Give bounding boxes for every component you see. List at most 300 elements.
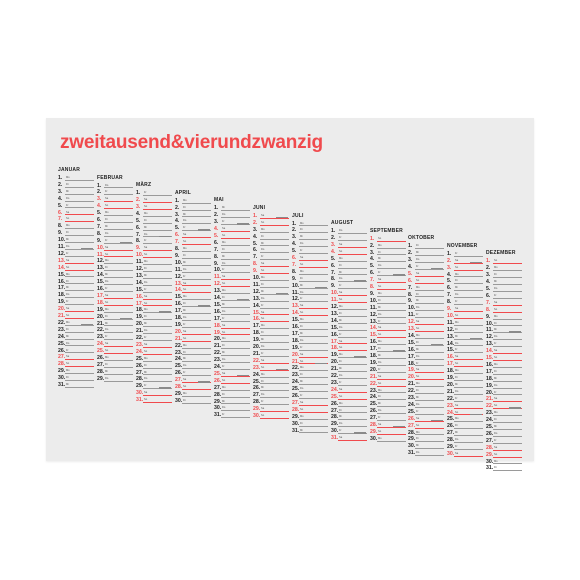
day-row[interactable] bbox=[97, 341, 133, 348]
day-row[interactable] bbox=[292, 234, 328, 241]
day-row[interactable] bbox=[370, 305, 406, 312]
day-row[interactable] bbox=[292, 331, 328, 338]
day-row[interactable] bbox=[331, 325, 367, 332]
day-row[interactable] bbox=[136, 197, 172, 204]
day-row[interactable] bbox=[370, 367, 406, 374]
day-row[interactable] bbox=[97, 231, 133, 238]
day-row[interactable] bbox=[292, 414, 328, 421]
day-row[interactable] bbox=[175, 370, 211, 377]
day-row[interactable] bbox=[253, 247, 289, 254]
day-row[interactable] bbox=[486, 459, 522, 466]
day-row[interactable] bbox=[214, 267, 250, 274]
day-row[interactable] bbox=[292, 310, 328, 317]
day-row[interactable] bbox=[97, 217, 133, 224]
day-row[interactable] bbox=[214, 405, 250, 412]
day-row[interactable] bbox=[292, 303, 328, 310]
day-row[interactable] bbox=[136, 273, 172, 280]
day-row[interactable] bbox=[214, 219, 250, 226]
day-row[interactable] bbox=[58, 292, 94, 299]
day-row[interactable] bbox=[58, 299, 94, 306]
day-row[interactable] bbox=[408, 292, 444, 299]
day-row[interactable] bbox=[253, 303, 289, 310]
day-row[interactable] bbox=[331, 290, 367, 297]
day-row[interactable] bbox=[214, 240, 250, 247]
day-row[interactable] bbox=[447, 368, 483, 375]
day-row[interactable] bbox=[136, 259, 172, 266]
day-row[interactable] bbox=[214, 323, 250, 330]
day-row[interactable] bbox=[136, 266, 172, 273]
day-row[interactable] bbox=[331, 421, 367, 428]
day-row[interactable] bbox=[447, 313, 483, 320]
day-row[interactable] bbox=[447, 258, 483, 265]
day-row[interactable] bbox=[370, 277, 406, 284]
day-row[interactable] bbox=[370, 284, 406, 291]
day-row[interactable] bbox=[370, 429, 406, 436]
day-row[interactable] bbox=[253, 268, 289, 275]
day-row[interactable] bbox=[331, 380, 367, 387]
day-row[interactable] bbox=[447, 416, 483, 423]
day-row[interactable] bbox=[486, 265, 522, 272]
day-row[interactable] bbox=[408, 416, 444, 423]
day-row[interactable] bbox=[175, 377, 211, 384]
day-row[interactable] bbox=[97, 362, 133, 369]
day-row[interactable] bbox=[486, 417, 522, 424]
day-row[interactable] bbox=[214, 385, 250, 392]
day-row[interactable] bbox=[447, 272, 483, 279]
day-row[interactable] bbox=[370, 346, 406, 353]
day-row[interactable] bbox=[292, 345, 328, 352]
day-row[interactable] bbox=[408, 374, 444, 381]
day-row[interactable] bbox=[370, 263, 406, 270]
day-row[interactable] bbox=[331, 304, 367, 311]
day-row[interactable] bbox=[292, 359, 328, 366]
day-row[interactable] bbox=[58, 258, 94, 265]
day-row[interactable] bbox=[175, 212, 211, 219]
day-row[interactable] bbox=[331, 394, 367, 401]
day-row[interactable] bbox=[253, 351, 289, 358]
day-row[interactable] bbox=[214, 247, 250, 254]
day-row[interactable] bbox=[97, 369, 133, 376]
day-row[interactable] bbox=[331, 263, 367, 270]
day-row[interactable] bbox=[214, 254, 250, 261]
day-row[interactable] bbox=[331, 283, 367, 290]
day-row[interactable] bbox=[408, 278, 444, 285]
day-row[interactable] bbox=[486, 390, 522, 397]
day-row[interactable] bbox=[97, 238, 133, 245]
day-row[interactable] bbox=[370, 422, 406, 429]
day-row[interactable] bbox=[214, 274, 250, 281]
day-row[interactable] bbox=[370, 332, 406, 339]
day-row[interactable] bbox=[214, 392, 250, 399]
day-row[interactable] bbox=[175, 301, 211, 308]
day-row[interactable] bbox=[408, 409, 444, 416]
day-row[interactable] bbox=[58, 196, 94, 203]
day-row[interactable] bbox=[214, 226, 250, 233]
day-row[interactable] bbox=[486, 334, 522, 341]
day-row[interactable] bbox=[408, 430, 444, 437]
day-row[interactable] bbox=[408, 361, 444, 368]
day-row[interactable] bbox=[136, 211, 172, 218]
day-row[interactable] bbox=[447, 389, 483, 396]
day-row[interactable] bbox=[136, 252, 172, 259]
day-row[interactable] bbox=[97, 286, 133, 293]
day-row[interactable] bbox=[175, 225, 211, 232]
day-row[interactable] bbox=[253, 406, 289, 413]
day-row[interactable] bbox=[214, 378, 250, 385]
day-row[interactable] bbox=[447, 265, 483, 272]
day-row[interactable] bbox=[58, 230, 94, 237]
day-row[interactable] bbox=[97, 348, 133, 355]
day-row[interactable] bbox=[447, 354, 483, 361]
day-row[interactable] bbox=[97, 210, 133, 217]
day-row[interactable] bbox=[136, 356, 172, 363]
day-row[interactable] bbox=[447, 251, 483, 258]
day-row[interactable] bbox=[331, 414, 367, 421]
day-row[interactable] bbox=[136, 280, 172, 287]
day-row[interactable] bbox=[292, 221, 328, 228]
day-row[interactable] bbox=[175, 350, 211, 357]
day-row[interactable] bbox=[370, 415, 406, 422]
day-row[interactable] bbox=[253, 310, 289, 317]
day-row[interactable] bbox=[214, 357, 250, 364]
day-row[interactable] bbox=[136, 321, 172, 328]
day-row[interactable] bbox=[253, 385, 289, 392]
day-row[interactable] bbox=[370, 243, 406, 250]
day-row[interactable] bbox=[253, 254, 289, 261]
day-row[interactable] bbox=[175, 398, 211, 405]
day-row[interactable] bbox=[292, 241, 328, 248]
day-row[interactable] bbox=[292, 324, 328, 331]
day-row[interactable] bbox=[486, 300, 522, 307]
day-row[interactable] bbox=[292, 379, 328, 386]
day-row[interactable] bbox=[331, 311, 367, 318]
day-row[interactable] bbox=[214, 302, 250, 309]
day-row[interactable] bbox=[175, 218, 211, 225]
day-row[interactable] bbox=[58, 320, 94, 327]
day-row[interactable] bbox=[214, 295, 250, 302]
day-row[interactable] bbox=[214, 261, 250, 268]
day-row[interactable] bbox=[214, 364, 250, 371]
day-row[interactable] bbox=[136, 190, 172, 197]
day-row[interactable] bbox=[292, 407, 328, 414]
day-row[interactable] bbox=[214, 309, 250, 316]
day-row[interactable] bbox=[408, 367, 444, 374]
day-row[interactable] bbox=[370, 250, 406, 257]
day-row[interactable] bbox=[97, 272, 133, 279]
day-row[interactable] bbox=[292, 338, 328, 345]
day-row[interactable] bbox=[408, 312, 444, 319]
day-row[interactable] bbox=[136, 314, 172, 321]
day-row[interactable] bbox=[292, 352, 328, 359]
day-row[interactable] bbox=[97, 314, 133, 321]
day-row[interactable] bbox=[253, 330, 289, 337]
day-row[interactable] bbox=[175, 205, 211, 212]
day-row[interactable] bbox=[292, 262, 328, 269]
day-row[interactable] bbox=[370, 374, 406, 381]
day-row[interactable] bbox=[97, 245, 133, 252]
day-row[interactable] bbox=[447, 320, 483, 327]
day-row[interactable] bbox=[58, 182, 94, 189]
day-row[interactable] bbox=[486, 286, 522, 293]
day-row[interactable] bbox=[370, 353, 406, 360]
day-row[interactable] bbox=[486, 279, 522, 286]
day-row[interactable] bbox=[214, 330, 250, 337]
day-row[interactable] bbox=[486, 403, 522, 410]
day-row[interactable] bbox=[370, 339, 406, 346]
day-row[interactable] bbox=[97, 196, 133, 203]
day-row[interactable] bbox=[136, 342, 172, 349]
day-row[interactable] bbox=[408, 264, 444, 271]
day-row[interactable] bbox=[408, 298, 444, 305]
day-row[interactable] bbox=[97, 300, 133, 307]
day-row[interactable] bbox=[370, 256, 406, 263]
day-row[interactable] bbox=[253, 358, 289, 365]
day-row[interactable] bbox=[175, 198, 211, 205]
day-row[interactable] bbox=[214, 212, 250, 219]
day-row[interactable] bbox=[447, 410, 483, 417]
day-row[interactable] bbox=[253, 365, 289, 372]
day-row[interactable] bbox=[58, 382, 94, 389]
day-row[interactable] bbox=[408, 319, 444, 326]
day-row[interactable] bbox=[253, 323, 289, 330]
day-row[interactable] bbox=[408, 395, 444, 402]
day-row[interactable] bbox=[408, 381, 444, 388]
day-row[interactable] bbox=[58, 237, 94, 244]
day-row[interactable] bbox=[214, 412, 250, 419]
day-row[interactable] bbox=[136, 328, 172, 335]
day-row[interactable] bbox=[58, 251, 94, 258]
day-row[interactable] bbox=[486, 383, 522, 390]
day-row[interactable] bbox=[292, 248, 328, 255]
day-row[interactable] bbox=[58, 189, 94, 196]
day-row[interactable] bbox=[175, 356, 211, 363]
day-row[interactable] bbox=[136, 390, 172, 397]
day-row[interactable] bbox=[370, 408, 406, 415]
day-row[interactable] bbox=[253, 392, 289, 399]
day-row[interactable] bbox=[447, 278, 483, 285]
day-row[interactable] bbox=[58, 348, 94, 355]
day-row[interactable] bbox=[97, 334, 133, 341]
day-row[interactable] bbox=[214, 281, 250, 288]
day-row[interactable] bbox=[175, 315, 211, 322]
day-row[interactable] bbox=[136, 232, 172, 239]
day-row[interactable] bbox=[331, 345, 367, 352]
day-row[interactable] bbox=[447, 292, 483, 299]
day-row[interactable] bbox=[292, 269, 328, 276]
day-row[interactable] bbox=[370, 270, 406, 277]
day-row[interactable] bbox=[447, 341, 483, 348]
day-row[interactable] bbox=[97, 321, 133, 328]
day-row[interactable] bbox=[58, 279, 94, 286]
day-row[interactable] bbox=[447, 375, 483, 382]
day-row[interactable] bbox=[97, 224, 133, 231]
day-row[interactable] bbox=[136, 307, 172, 314]
day-row[interactable] bbox=[486, 272, 522, 279]
day-row[interactable] bbox=[486, 445, 522, 452]
day-row[interactable] bbox=[136, 238, 172, 245]
day-row[interactable] bbox=[408, 423, 444, 430]
day-row[interactable] bbox=[331, 235, 367, 242]
day-row[interactable] bbox=[58, 210, 94, 217]
day-row[interactable] bbox=[486, 376, 522, 383]
day-row[interactable] bbox=[331, 359, 367, 366]
day-row[interactable] bbox=[136, 294, 172, 301]
day-row[interactable] bbox=[331, 401, 367, 408]
day-row[interactable] bbox=[97, 355, 133, 362]
day-row[interactable] bbox=[331, 332, 367, 339]
day-row[interactable] bbox=[58, 203, 94, 210]
day-row[interactable] bbox=[175, 274, 211, 281]
day-row[interactable] bbox=[408, 340, 444, 347]
day-row[interactable] bbox=[447, 347, 483, 354]
day-row[interactable] bbox=[136, 204, 172, 211]
day-row[interactable] bbox=[292, 365, 328, 372]
day-row[interactable] bbox=[97, 307, 133, 314]
day-row[interactable] bbox=[447, 396, 483, 403]
day-row[interactable] bbox=[331, 270, 367, 277]
day-row[interactable] bbox=[136, 363, 172, 370]
day-row[interactable] bbox=[58, 285, 94, 292]
day-row[interactable] bbox=[136, 349, 172, 356]
day-row[interactable] bbox=[175, 391, 211, 398]
day-row[interactable] bbox=[486, 327, 522, 334]
day-row[interactable] bbox=[253, 282, 289, 289]
day-row[interactable] bbox=[97, 293, 133, 300]
day-row[interactable] bbox=[253, 399, 289, 406]
day-row[interactable] bbox=[331, 366, 367, 373]
day-row[interactable] bbox=[370, 312, 406, 319]
day-row[interactable] bbox=[253, 372, 289, 379]
day-row[interactable] bbox=[58, 375, 94, 382]
day-row[interactable] bbox=[331, 276, 367, 283]
day-row[interactable] bbox=[292, 283, 328, 290]
day-row[interactable] bbox=[136, 383, 172, 390]
day-row[interactable] bbox=[370, 401, 406, 408]
day-row[interactable] bbox=[253, 261, 289, 268]
day-row[interactable] bbox=[331, 352, 367, 359]
day-row[interactable] bbox=[58, 354, 94, 361]
day-row[interactable] bbox=[486, 452, 522, 459]
day-row[interactable] bbox=[58, 334, 94, 341]
day-row[interactable] bbox=[58, 244, 94, 251]
day-row[interactable] bbox=[370, 360, 406, 367]
day-row[interactable] bbox=[292, 386, 328, 393]
day-row[interactable] bbox=[253, 234, 289, 241]
day-row[interactable] bbox=[331, 373, 367, 380]
day-row[interactable] bbox=[292, 276, 328, 283]
day-row[interactable] bbox=[370, 236, 406, 243]
day-row[interactable] bbox=[447, 299, 483, 306]
day-row[interactable] bbox=[58, 341, 94, 348]
day-row[interactable] bbox=[175, 363, 211, 370]
day-row[interactable] bbox=[370, 381, 406, 388]
day-row[interactable] bbox=[331, 387, 367, 394]
day-row[interactable] bbox=[58, 175, 94, 182]
day-row[interactable] bbox=[331, 242, 367, 249]
day-row[interactable] bbox=[486, 424, 522, 431]
day-row[interactable] bbox=[58, 327, 94, 334]
day-row[interactable] bbox=[58, 265, 94, 272]
day-row[interactable] bbox=[331, 228, 367, 235]
day-row[interactable] bbox=[214, 288, 250, 295]
day-row[interactable] bbox=[486, 396, 522, 403]
day-row[interactable] bbox=[214, 205, 250, 212]
day-row[interactable] bbox=[331, 318, 367, 325]
day-row[interactable] bbox=[408, 271, 444, 278]
day-row[interactable] bbox=[214, 233, 250, 240]
day-row[interactable] bbox=[253, 296, 289, 303]
day-row[interactable] bbox=[447, 361, 483, 368]
day-row[interactable] bbox=[447, 403, 483, 410]
day-row[interactable] bbox=[292, 428, 328, 435]
day-row[interactable] bbox=[486, 362, 522, 369]
day-row[interactable] bbox=[408, 257, 444, 264]
day-row[interactable] bbox=[97, 203, 133, 210]
day-row[interactable] bbox=[253, 337, 289, 344]
day-row[interactable] bbox=[292, 296, 328, 303]
day-row[interactable] bbox=[175, 260, 211, 267]
day-row[interactable] bbox=[486, 465, 522, 472]
day-row[interactable] bbox=[408, 347, 444, 354]
day-row[interactable] bbox=[58, 313, 94, 320]
day-row[interactable] bbox=[486, 369, 522, 376]
day-row[interactable] bbox=[292, 372, 328, 379]
day-row[interactable] bbox=[447, 327, 483, 334]
day-row[interactable] bbox=[292, 290, 328, 297]
day-row[interactable] bbox=[97, 189, 133, 196]
day-row[interactable] bbox=[447, 306, 483, 313]
day-row[interactable] bbox=[97, 265, 133, 272]
day-row[interactable] bbox=[97, 376, 133, 383]
day-row[interactable] bbox=[331, 249, 367, 256]
day-row[interactable] bbox=[214, 371, 250, 378]
day-row[interactable] bbox=[486, 321, 522, 328]
day-row[interactable] bbox=[97, 327, 133, 334]
day-row[interactable] bbox=[97, 252, 133, 259]
day-row[interactable] bbox=[175, 267, 211, 274]
day-row[interactable] bbox=[253, 213, 289, 220]
day-row[interactable] bbox=[292, 317, 328, 324]
day-row[interactable] bbox=[292, 227, 328, 234]
day-row[interactable] bbox=[253, 227, 289, 234]
day-row[interactable] bbox=[292, 393, 328, 400]
day-row[interactable] bbox=[408, 285, 444, 292]
day-row[interactable] bbox=[58, 272, 94, 279]
day-row[interactable] bbox=[253, 220, 289, 227]
day-row[interactable] bbox=[136, 376, 172, 383]
day-row[interactable] bbox=[486, 307, 522, 314]
day-row[interactable] bbox=[136, 245, 172, 252]
day-row[interactable] bbox=[97, 258, 133, 265]
day-row[interactable] bbox=[253, 241, 289, 248]
day-row[interactable] bbox=[331, 408, 367, 415]
day-row[interactable] bbox=[175, 322, 211, 329]
day-row[interactable] bbox=[486, 348, 522, 355]
day-row[interactable] bbox=[447, 285, 483, 292]
day-row[interactable] bbox=[97, 183, 133, 190]
day-row[interactable] bbox=[175, 294, 211, 301]
day-row[interactable] bbox=[253, 316, 289, 323]
day-row[interactable] bbox=[214, 336, 250, 343]
day-row[interactable] bbox=[136, 301, 172, 308]
day-row[interactable] bbox=[58, 368, 94, 375]
day-row[interactable] bbox=[486, 355, 522, 362]
day-row[interactable] bbox=[331, 297, 367, 304]
day-row[interactable] bbox=[331, 339, 367, 346]
day-row[interactable] bbox=[136, 225, 172, 232]
day-row[interactable] bbox=[253, 275, 289, 282]
day-row[interactable] bbox=[175, 384, 211, 391]
